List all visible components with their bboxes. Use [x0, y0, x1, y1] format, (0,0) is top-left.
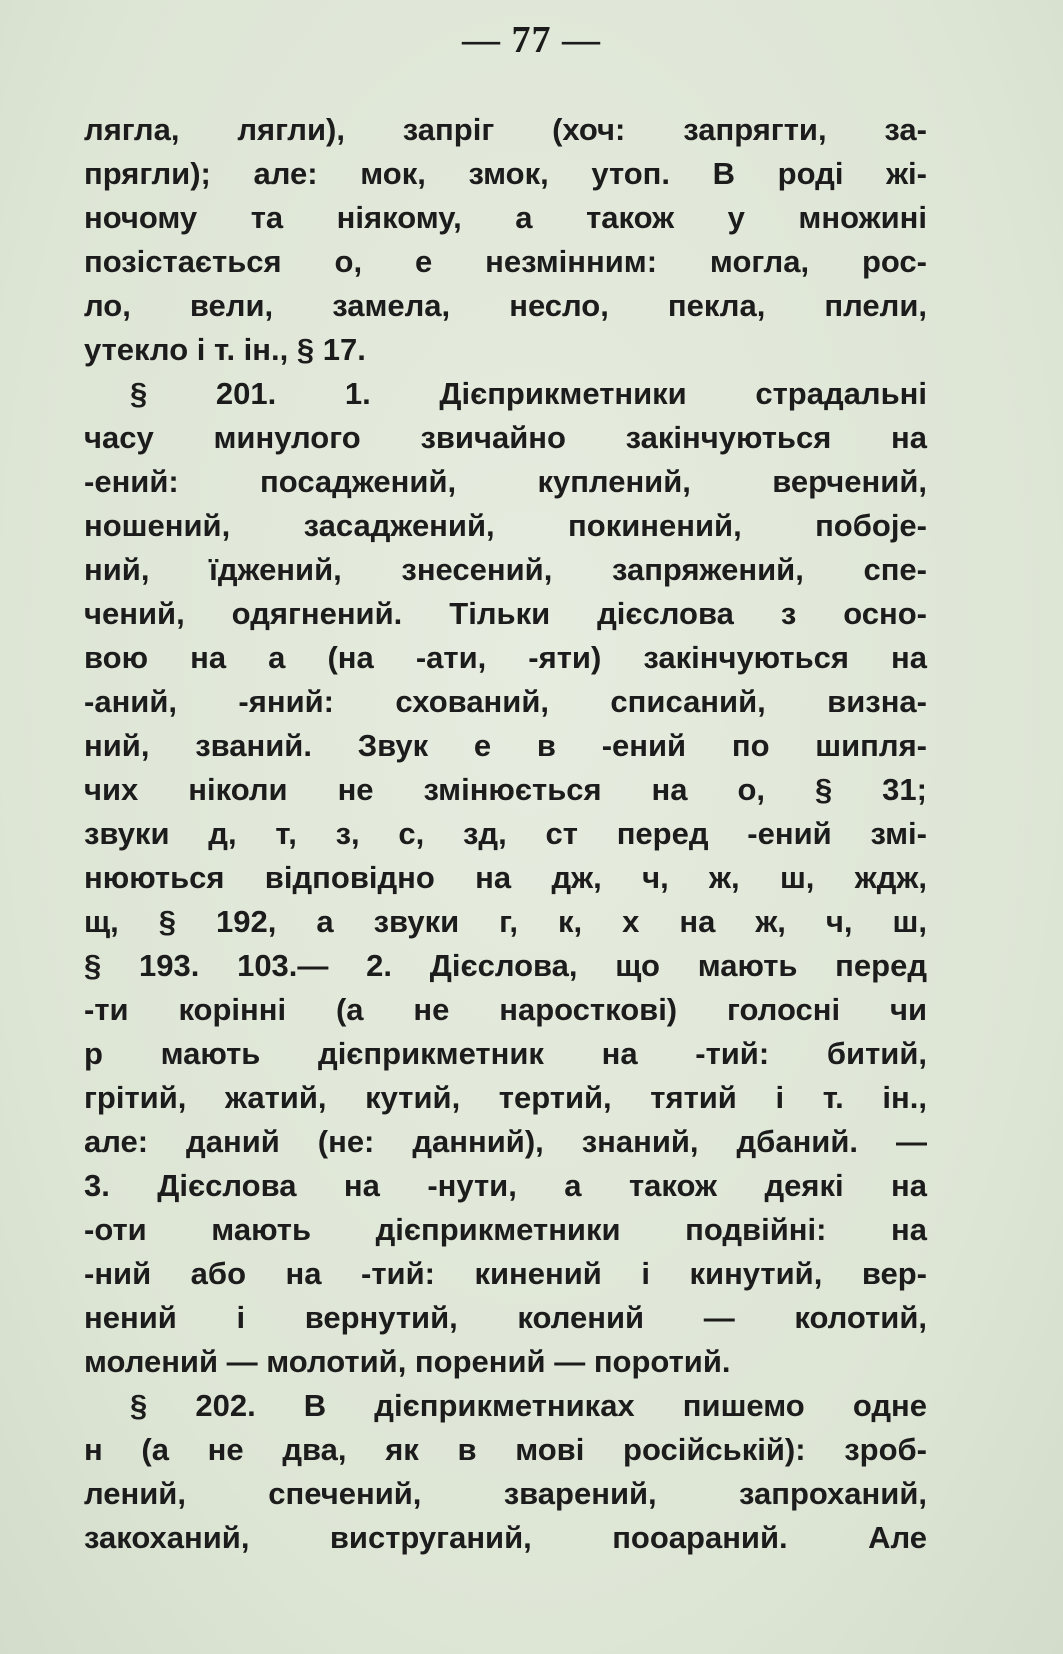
text-line: позістається о, е незмінним: могла, рос-: [84, 244, 927, 279]
text-line: чих ніколи не змінюється на о, § 31;: [84, 772, 927, 807]
text-line: н (а не два, як в мові російській): зроб-: [84, 1432, 927, 1467]
text-line: лягла, лягли), запріг (хоч: запрягти, за-: [84, 112, 927, 147]
paragraph-start-201: § 201. 1. Дієприкметники страдальні: [130, 376, 927, 411]
text-line: щ, § 192, а звуки г, к, х на ж, ч, ш,: [84, 904, 927, 939]
text-line: ло, вели, замела, несло, пекла, плели,: [84, 288, 927, 323]
text-line: утекло і т. ін., § 17.: [84, 332, 366, 367]
paragraph-start-202: § 202. В дієприкметниках пишемо одне: [130, 1388, 927, 1423]
text-line: але: даний (не: данний), знаний, дбаний. —: [84, 1124, 927, 1159]
text-line: нений і вернутий, колений — колотий,: [84, 1300, 927, 1335]
text-line: ний, званий. Звук е в -ений по шипля-: [84, 728, 927, 763]
text-line: § 193. 103.— 2. Дієслова, що мають перед: [84, 948, 927, 983]
text-line: ний, їджений, знесений, запряжений, спе-: [84, 552, 927, 587]
text-line: грітий, жатий, кутий, тертий, тятий і т. ін.,: [84, 1080, 927, 1115]
page-number: — 77 —: [462, 19, 601, 61]
text-line: -оти мають дієприкметники подвійні: на: [84, 1212, 927, 1247]
text-line: 3. Дієслова на -нути, а також деякі на: [84, 1168, 927, 1203]
text-line: вою на а (на -ати, -яти) закінчуються на: [84, 640, 927, 675]
text-line: ношений, засаджений, покинений, побоје-: [84, 508, 927, 543]
text-line: молений — молотий, порений — поротий.: [84, 1344, 731, 1379]
text-line: закоханий, виструганий, пооараний. Але: [84, 1520, 927, 1555]
text-line: чений, одягнений. Тільки дієслова з осно-: [84, 596, 927, 631]
text-line: часу минулого звичайно закінчуються на: [84, 420, 927, 455]
text-line: р мають дієприкметник на -тий: битий,: [84, 1036, 927, 1071]
body-text: [84, 108, 927, 1560]
text-line: -ти корінні (а не наросткові) голосні чи: [84, 992, 927, 1027]
text-line: -ений: посаджений, куплений, верчений,: [84, 464, 927, 499]
text-line: нюються відповідно на дж, ч, ж, ш, ждж,: [84, 860, 927, 895]
text-line: ночому та ніякому, а також у множині: [84, 200, 927, 235]
text-line: -ний або на -тий: кинений і кинутий, вер-: [84, 1256, 927, 1291]
text-line: прягли); але: мок, змок, утоп. В роді жі-: [84, 156, 927, 191]
text-line: -аний, -яний: схований, списаний, визна-: [84, 684, 927, 719]
text-line: звуки д, т, з, с, зд, ст перед -ений змі-: [84, 816, 927, 851]
text-line: лений, спечений, зварений, запроханий,: [84, 1476, 927, 1511]
